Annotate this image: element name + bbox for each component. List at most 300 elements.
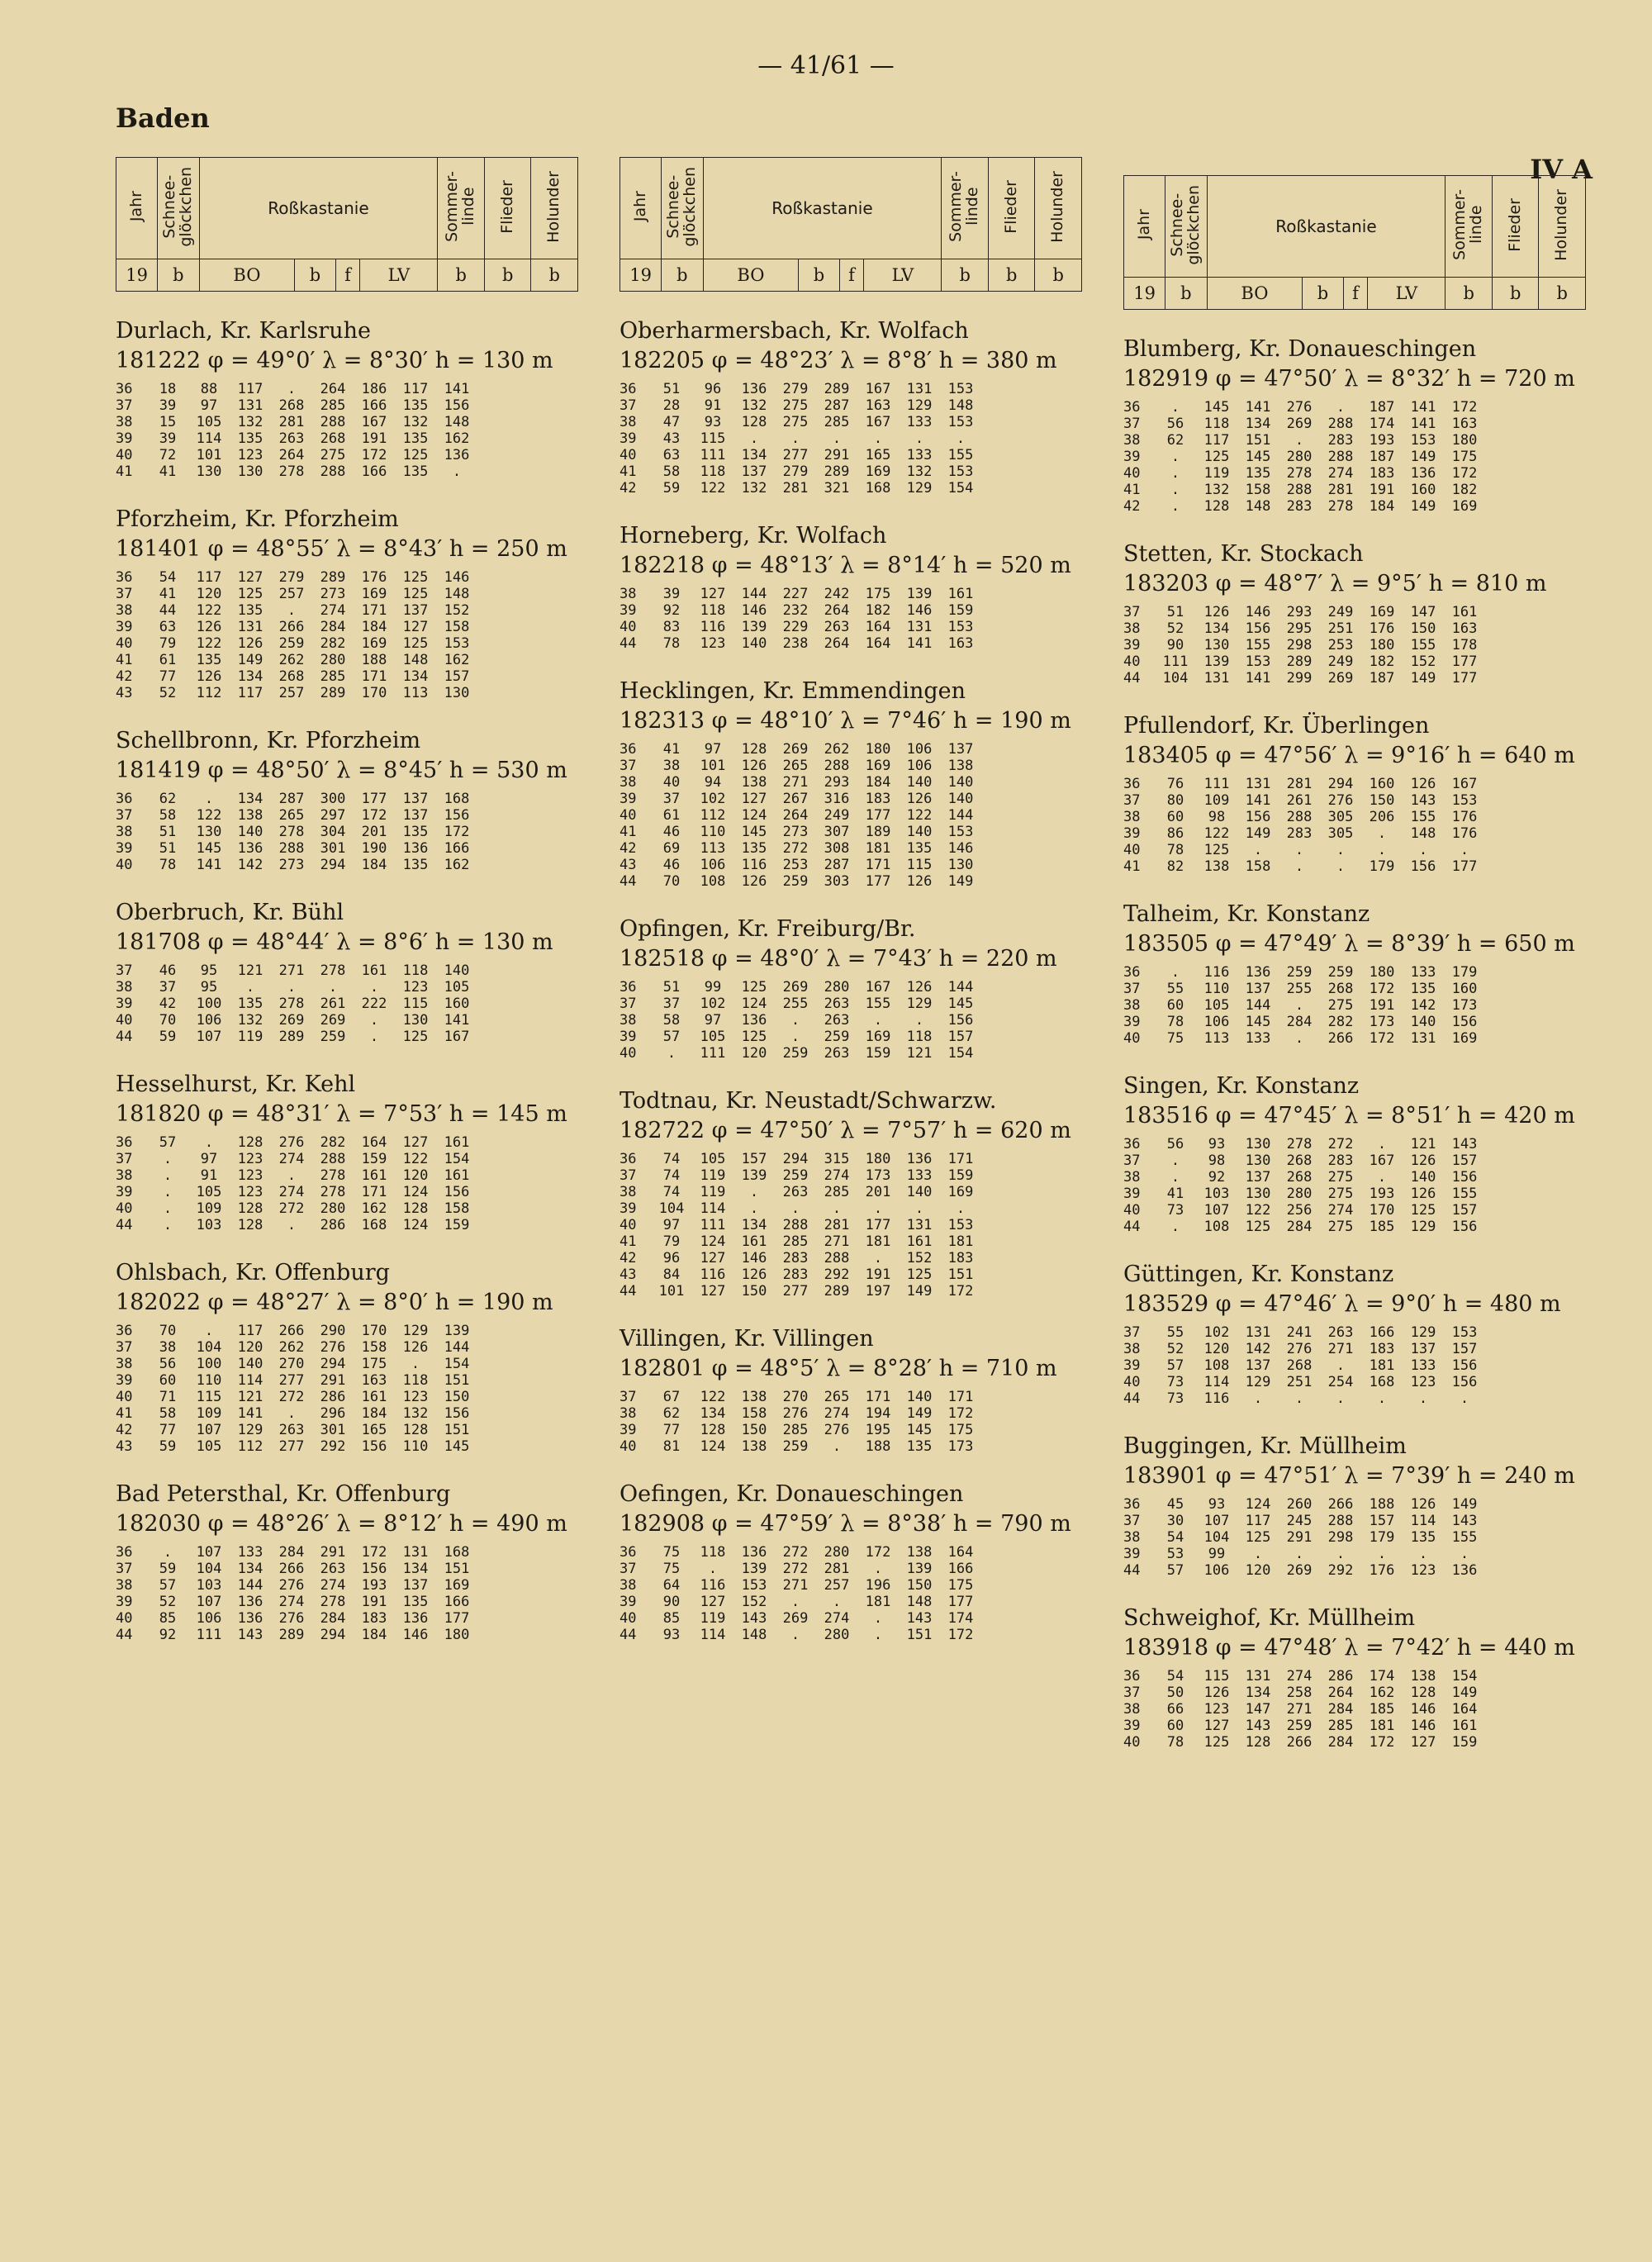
data-cell: 143 bbox=[237, 1627, 263, 1643]
data-cell: 259 bbox=[782, 1438, 809, 1455]
data-cell: 266 bbox=[1327, 1496, 1354, 1513]
data-cell: 37 bbox=[620, 1561, 637, 1577]
data-cell: 37 bbox=[1123, 416, 1141, 432]
data-cell: 294 bbox=[1327, 776, 1354, 792]
data-row bbox=[1123, 776, 1586, 792]
data-cell: 46 bbox=[662, 857, 681, 873]
data-cell: 133 bbox=[237, 1544, 263, 1561]
data-cell: . bbox=[287, 979, 297, 996]
data-cell: 274 bbox=[320, 602, 346, 619]
data-cell: 156 bbox=[444, 1405, 470, 1422]
data-cell: 36 bbox=[1123, 776, 1141, 792]
data-cell: 132 bbox=[402, 1405, 429, 1422]
data-cell: 124 bbox=[1245, 1496, 1271, 1513]
data-cell: 51 bbox=[662, 979, 681, 996]
data-cell: 128 bbox=[1203, 498, 1230, 515]
data-cell: 134 bbox=[237, 668, 263, 685]
data-cell: 292 bbox=[320, 1438, 346, 1455]
data-cell: . bbox=[914, 1200, 924, 1217]
data-cell: 137 bbox=[1245, 981, 1271, 997]
data-cell: 46 bbox=[159, 962, 177, 979]
data-cell: 172 bbox=[1369, 1030, 1395, 1047]
data-cell: 62 bbox=[1166, 432, 1184, 449]
data-cell: 38 bbox=[1123, 1529, 1141, 1546]
data-cell: 18 bbox=[159, 381, 177, 397]
data-cell: 161 bbox=[361, 1167, 387, 1184]
data-cell: 40 bbox=[1123, 1030, 1141, 1047]
data-cell: 40 bbox=[116, 857, 133, 873]
data-cell: 140 bbox=[1410, 1169, 1436, 1186]
data-row bbox=[1123, 498, 1586, 515]
data-cell: 136 bbox=[741, 1012, 767, 1029]
station-coordinates: 182919 φ = 47°50′ λ = 8°32′ h = 720 m bbox=[1123, 366, 1575, 392]
data-cell: . bbox=[1418, 842, 1428, 858]
data-cell: 273 bbox=[782, 824, 809, 840]
header-sub-0: b bbox=[662, 259, 703, 292]
data-cell: 127 bbox=[700, 1250, 726, 1266]
data-cell: 37 bbox=[662, 996, 681, 1012]
data-cell: 73 bbox=[1166, 1390, 1184, 1407]
data-cell: 57 bbox=[662, 1029, 681, 1045]
data-row bbox=[620, 774, 1082, 791]
data-cell: 41 bbox=[620, 1233, 637, 1250]
data-cell: 60 bbox=[1166, 1718, 1184, 1734]
header-ross bbox=[703, 158, 942, 259]
data-cell: 276 bbox=[320, 1339, 346, 1356]
data-cell: 135 bbox=[1410, 1529, 1436, 1546]
data-cell: 136 bbox=[402, 840, 429, 857]
data-cell: 128 bbox=[700, 1422, 726, 1438]
data-cell: 79 bbox=[159, 635, 177, 652]
data-cell: 125 bbox=[237, 586, 263, 602]
data-cell: 288 bbox=[782, 1217, 809, 1233]
data-cell: 44 bbox=[620, 1627, 637, 1643]
data-cell: . bbox=[667, 1045, 676, 1062]
data-cell: 158 bbox=[361, 1339, 387, 1356]
data-row bbox=[1123, 825, 1586, 842]
data-row bbox=[1123, 465, 1586, 482]
data-cell: 140 bbox=[947, 774, 974, 791]
data-cell: 157 bbox=[444, 668, 470, 685]
data-cell: 127 bbox=[700, 1594, 726, 1610]
data-cell: 128 bbox=[741, 414, 767, 430]
data-cell: 135 bbox=[237, 430, 263, 447]
data-cell: 115 bbox=[402, 996, 429, 1012]
data-row bbox=[1123, 1357, 1586, 1374]
data-cell: 36 bbox=[620, 1544, 637, 1561]
data-cell: 274 bbox=[320, 1577, 346, 1594]
header-flieder bbox=[988, 158, 1035, 259]
data-cell: 286 bbox=[320, 1389, 346, 1405]
data-cell: 164 bbox=[947, 1544, 974, 1561]
header-sub-6: b bbox=[484, 259, 531, 292]
data-cell: 275 bbox=[1327, 1186, 1354, 1202]
data-cell: 159 bbox=[444, 1217, 470, 1233]
data-cell: 282 bbox=[320, 635, 346, 652]
data-cell: . bbox=[245, 979, 255, 996]
data-cell: 195 bbox=[865, 1422, 891, 1438]
station-coordinates: 182030 φ = 48°26′ λ = 8°12′ h = 490 m bbox=[116, 1511, 567, 1537]
data-cell: 99 bbox=[1208, 1546, 1226, 1562]
data-cell: 41 bbox=[116, 463, 133, 480]
data-cell: 41 bbox=[1123, 482, 1141, 498]
data-cell: 259 bbox=[782, 1045, 809, 1062]
data-cell: 288 bbox=[320, 414, 346, 430]
data-row bbox=[620, 824, 1082, 840]
data-cell: 268 bbox=[1286, 1169, 1313, 1186]
data-cell: 287 bbox=[278, 791, 305, 807]
data-cell: 144 bbox=[741, 586, 767, 602]
data-cell: 93 bbox=[1208, 1136, 1226, 1152]
data-cell: 129 bbox=[1410, 1219, 1436, 1235]
data-cell: 135 bbox=[906, 1438, 933, 1455]
data-cell: 126 bbox=[1410, 1496, 1436, 1513]
data-cell: 156 bbox=[1451, 1014, 1478, 1030]
data-cell: 150 bbox=[906, 1577, 933, 1594]
data-cell: 38 bbox=[620, 774, 637, 791]
station-block bbox=[116, 1070, 578, 1233]
data-cell: 269 bbox=[782, 979, 809, 996]
data-cell: 66 bbox=[1166, 1701, 1184, 1718]
data-cell: 132 bbox=[1203, 482, 1230, 498]
data-cell: 133 bbox=[1245, 1030, 1271, 1047]
data-cell: 163 bbox=[947, 635, 974, 652]
data-cell: 296 bbox=[320, 1405, 346, 1422]
data-cell: 137 bbox=[1245, 1357, 1271, 1374]
data-row bbox=[116, 1029, 578, 1045]
station-data bbox=[620, 1389, 1082, 1455]
data-cell: 255 bbox=[782, 996, 809, 1012]
data-cell: . bbox=[1294, 997, 1304, 1014]
data-cell: 107 bbox=[1203, 1513, 1230, 1529]
data-cell: 39 bbox=[116, 1372, 133, 1389]
data-cell: 120 bbox=[741, 1045, 767, 1062]
data-cell: 36 bbox=[116, 791, 133, 807]
data-cell: 124 bbox=[700, 1438, 726, 1455]
data-cell: 269 bbox=[1286, 1562, 1313, 1579]
data-cell: 113 bbox=[402, 685, 429, 701]
header-jahr-label: Jahr bbox=[630, 191, 649, 222]
data-cell: 121 bbox=[237, 1389, 263, 1405]
data-row bbox=[116, 791, 578, 807]
data-cell: 189 bbox=[865, 824, 891, 840]
data-cell: 136 bbox=[1410, 465, 1436, 482]
data-cell: 172 bbox=[361, 1544, 387, 1561]
data-cell: 149 bbox=[1451, 1685, 1478, 1701]
data-cell: 278 bbox=[1286, 465, 1313, 482]
data-cell: . bbox=[708, 1561, 718, 1577]
data-cell: 133 bbox=[1410, 1357, 1436, 1374]
data-cell: 274 bbox=[1327, 1202, 1354, 1219]
data-cell: 286 bbox=[1327, 1668, 1354, 1685]
data-cell: 181 bbox=[1369, 1718, 1395, 1734]
data-cell: 125 bbox=[1203, 842, 1230, 858]
data-cell: 46 bbox=[662, 824, 681, 840]
station-data bbox=[116, 1134, 578, 1233]
data-cell: 108 bbox=[700, 873, 726, 890]
data-cell: 37 bbox=[620, 1167, 637, 1184]
data-cell: 139 bbox=[741, 1561, 767, 1577]
data-cell: 160 bbox=[1451, 981, 1478, 997]
data-cell: 180 bbox=[1369, 964, 1395, 981]
data-row bbox=[1123, 1529, 1586, 1546]
data-cell: 105 bbox=[444, 979, 470, 996]
data-cell: 37 bbox=[1123, 604, 1141, 620]
station-name: Pforzheim, Kr. Pforzheim bbox=[116, 506, 399, 532]
data-cell: 36 bbox=[116, 381, 133, 397]
data-cell: 176 bbox=[1451, 825, 1478, 842]
data-cell: 125 bbox=[1203, 1734, 1230, 1751]
data-cell: 171 bbox=[361, 1184, 387, 1200]
data-cell: 148 bbox=[906, 1594, 933, 1610]
data-cell: 134 bbox=[741, 1217, 767, 1233]
data-cell: 175 bbox=[947, 1422, 974, 1438]
data-cell: 175 bbox=[947, 1577, 974, 1594]
data-cell: 174 bbox=[1369, 416, 1395, 432]
data-cell: 283 bbox=[1327, 1152, 1354, 1169]
data-cell: . bbox=[914, 1012, 924, 1029]
data-cell: 143 bbox=[741, 1610, 767, 1627]
data-row bbox=[116, 1389, 578, 1405]
data-cell: 125 bbox=[1245, 1219, 1271, 1235]
data-cell: 131 bbox=[906, 381, 933, 397]
station-block bbox=[116, 1480, 578, 1643]
data-cell: 125 bbox=[741, 1029, 767, 1045]
data-cell: 285 bbox=[782, 1422, 809, 1438]
data-cell: 177 bbox=[1451, 653, 1478, 670]
data-cell: . bbox=[204, 1134, 214, 1151]
data-cell: . bbox=[749, 1184, 759, 1200]
data-cell: 188 bbox=[1369, 1496, 1395, 1513]
header-sub-4: LV bbox=[360, 259, 438, 292]
data-cell: 96 bbox=[704, 381, 722, 397]
data-cell: 92 bbox=[1208, 1169, 1226, 1186]
data-cell: 264 bbox=[824, 635, 850, 652]
data-cell: 106 bbox=[196, 1610, 222, 1627]
header-flieder-label: Flieder bbox=[1505, 197, 1524, 252]
data-cell: 158 bbox=[444, 1200, 470, 1217]
data-row bbox=[1123, 1030, 1586, 1047]
data-cell: 153 bbox=[444, 635, 470, 652]
data-cell: 162 bbox=[1369, 1685, 1395, 1701]
data-cell: 39 bbox=[116, 996, 133, 1012]
data-cell: 42 bbox=[116, 1422, 133, 1438]
data-cell: 161 bbox=[1451, 1718, 1478, 1734]
data-cell: 254 bbox=[1327, 1374, 1354, 1390]
station-block bbox=[1123, 900, 1586, 1047]
data-cell: 190 bbox=[361, 840, 387, 857]
data-cell: 41 bbox=[620, 824, 637, 840]
data-row bbox=[1123, 1734, 1586, 1751]
data-cell: . bbox=[204, 791, 214, 807]
data-cell: 161 bbox=[741, 1233, 767, 1250]
data-cell: 150 bbox=[741, 1422, 767, 1438]
data-cell: 166 bbox=[361, 397, 387, 414]
data-cell: 249 bbox=[1327, 653, 1354, 670]
data-cell: 137 bbox=[402, 807, 429, 824]
data-cell: 40 bbox=[1123, 842, 1141, 858]
data-cell: 141 bbox=[1245, 792, 1271, 809]
data-cell: 184 bbox=[361, 619, 387, 635]
data-cell: 39 bbox=[159, 430, 177, 447]
data-row bbox=[620, 447, 1082, 463]
header-holunder-label: Holunder bbox=[1048, 170, 1067, 243]
data-cell: 307 bbox=[824, 824, 850, 840]
data-cell: 171 bbox=[865, 1389, 891, 1405]
data-cell: 51 bbox=[662, 381, 681, 397]
data-cell: 40 bbox=[620, 619, 637, 635]
data-cell: 117 bbox=[1203, 432, 1230, 449]
data-row bbox=[620, 996, 1082, 1012]
data-cell: 130 bbox=[196, 824, 222, 840]
data-cell: 78 bbox=[1166, 842, 1184, 858]
data-cell: 149 bbox=[947, 873, 974, 890]
station-name: Hecklingen, Kr. Emmendingen bbox=[620, 678, 966, 704]
data-cell: 305 bbox=[1327, 825, 1354, 842]
data-cell: 62 bbox=[159, 791, 177, 807]
data-cell: . bbox=[1170, 482, 1180, 498]
data-cell: . bbox=[1294, 1546, 1304, 1562]
station-name: Oberbruch, Kr. Bühl bbox=[116, 900, 344, 925]
data-cell: 156 bbox=[444, 397, 470, 414]
data-cell: . bbox=[1336, 842, 1346, 858]
data-cell: 148 bbox=[444, 414, 470, 430]
data-cell: 166 bbox=[947, 1561, 974, 1577]
data-cell: 289 bbox=[824, 1283, 850, 1300]
data-row bbox=[1123, 482, 1586, 498]
data-cell: 167 bbox=[444, 1029, 470, 1045]
header-sommer-label: Sommer- linde bbox=[443, 171, 478, 242]
data-cell: 44 bbox=[116, 1029, 133, 1045]
data-row bbox=[620, 1266, 1082, 1283]
data-cell: 40 bbox=[1123, 1734, 1141, 1751]
data-row bbox=[620, 1233, 1082, 1250]
station-block bbox=[620, 316, 1082, 497]
data-cell: 128 bbox=[1245, 1734, 1271, 1751]
header-sub-4: LV bbox=[864, 259, 942, 292]
data-cell: 138 bbox=[237, 807, 263, 824]
data-cell: 115 bbox=[906, 857, 933, 873]
data-cell: 282 bbox=[1327, 1014, 1354, 1030]
data-cell: . bbox=[1336, 1390, 1346, 1407]
data-cell: 151 bbox=[444, 1422, 470, 1438]
data-cell: 109 bbox=[196, 1200, 222, 1217]
station-data bbox=[1123, 1496, 1586, 1579]
data-cell: 91 bbox=[200, 1167, 218, 1184]
data-cell: 284 bbox=[320, 619, 346, 635]
data-cell: 152 bbox=[741, 1594, 767, 1610]
data-cell: 75 bbox=[662, 1561, 681, 1577]
data-cell: 135 bbox=[402, 1594, 429, 1610]
data-cell: 149 bbox=[906, 1405, 933, 1422]
data-cell: 39 bbox=[620, 430, 637, 447]
header-jahr bbox=[620, 158, 662, 259]
data-cell: 37 bbox=[1123, 792, 1141, 809]
data-cell: 139 bbox=[906, 586, 933, 602]
data-cell: 275 bbox=[782, 414, 809, 430]
data-cell: 40 bbox=[1123, 1202, 1141, 1219]
data-cell: 142 bbox=[237, 857, 263, 873]
data-cell: 266 bbox=[278, 1323, 305, 1339]
header-sub-7: b bbox=[1035, 259, 1082, 292]
data-cell: 280 bbox=[1286, 449, 1313, 465]
data-row bbox=[620, 635, 1082, 652]
data-cell: 107 bbox=[196, 1544, 222, 1561]
data-row bbox=[620, 414, 1082, 430]
data-cell: 193 bbox=[1369, 1186, 1395, 1202]
data-cell: 108 bbox=[1203, 1357, 1230, 1374]
data-cell: 139 bbox=[444, 1323, 470, 1339]
data-row bbox=[1123, 399, 1586, 416]
station-data bbox=[116, 569, 578, 701]
data-cell: 147 bbox=[1245, 1701, 1271, 1718]
data-cell: 169 bbox=[947, 1184, 974, 1200]
data-cell: 274 bbox=[824, 1610, 850, 1627]
station-data bbox=[116, 1323, 578, 1455]
data-cell: 186 bbox=[361, 381, 387, 397]
data-cell: 96 bbox=[662, 1250, 681, 1266]
data-cell: 116 bbox=[700, 1577, 726, 1594]
data-cell: 278 bbox=[320, 1167, 346, 1184]
header-sub-4: LV bbox=[1368, 278, 1446, 310]
data-cell: 57 bbox=[1166, 1357, 1184, 1374]
data-cell: 161 bbox=[361, 962, 387, 979]
data-cell: 122 bbox=[196, 807, 222, 824]
header-sub-5: b bbox=[942, 259, 989, 292]
data-cell: . bbox=[873, 1250, 883, 1266]
data-row bbox=[620, 1200, 1082, 1217]
data-cell: 145 bbox=[1203, 399, 1230, 416]
data-cell: 126 bbox=[402, 1339, 429, 1356]
data-cell: 113 bbox=[1203, 1030, 1230, 1047]
data-cell: 36 bbox=[1123, 964, 1141, 981]
data-cell: 315 bbox=[824, 1151, 850, 1167]
data-cell: 143 bbox=[1410, 792, 1436, 809]
data-cell: 38 bbox=[116, 602, 133, 619]
data-cell: 281 bbox=[824, 1561, 850, 1577]
data-cell: 40 bbox=[116, 1389, 133, 1405]
data-cell: 269 bbox=[1286, 416, 1313, 432]
data-cell: . bbox=[1294, 432, 1304, 449]
data-cell: 289 bbox=[278, 1029, 305, 1045]
station-name: Schellbronn, Kr. Pforzheim bbox=[116, 728, 421, 753]
data-cell: 52 bbox=[1166, 620, 1184, 637]
data-cell: 283 bbox=[782, 1250, 809, 1266]
data-cell: 170 bbox=[361, 685, 387, 701]
data-cell: 301 bbox=[320, 1422, 346, 1438]
data-cell: 276 bbox=[782, 1405, 809, 1422]
station-coordinates: 182801 φ = 48°5′ λ = 8°28′ h = 710 m bbox=[620, 1356, 1057, 1381]
data-cell: 163 bbox=[865, 397, 891, 414]
data-cell: 172 bbox=[947, 1283, 974, 1300]
header-sub-1: BO bbox=[1207, 278, 1303, 310]
data-cell: 81 bbox=[662, 1438, 681, 1455]
data-row bbox=[1123, 670, 1586, 687]
data-cell: 175 bbox=[1451, 449, 1478, 465]
data-cell: . bbox=[790, 1200, 800, 1217]
data-row bbox=[1123, 1186, 1586, 1202]
data-cell: 276 bbox=[278, 1134, 305, 1151]
data-cell: 180 bbox=[865, 741, 891, 758]
station-coordinates: 182205 φ = 48°23′ λ = 8°8′ h = 380 m bbox=[620, 348, 1057, 373]
data-cell: 263 bbox=[278, 1422, 305, 1438]
data-cell: 124 bbox=[741, 996, 767, 1012]
data-cell: 280 bbox=[320, 652, 346, 668]
data-row bbox=[116, 807, 578, 824]
data-row bbox=[116, 1012, 578, 1029]
data-cell: 37 bbox=[620, 1389, 637, 1405]
data-cell: 136 bbox=[444, 447, 470, 463]
